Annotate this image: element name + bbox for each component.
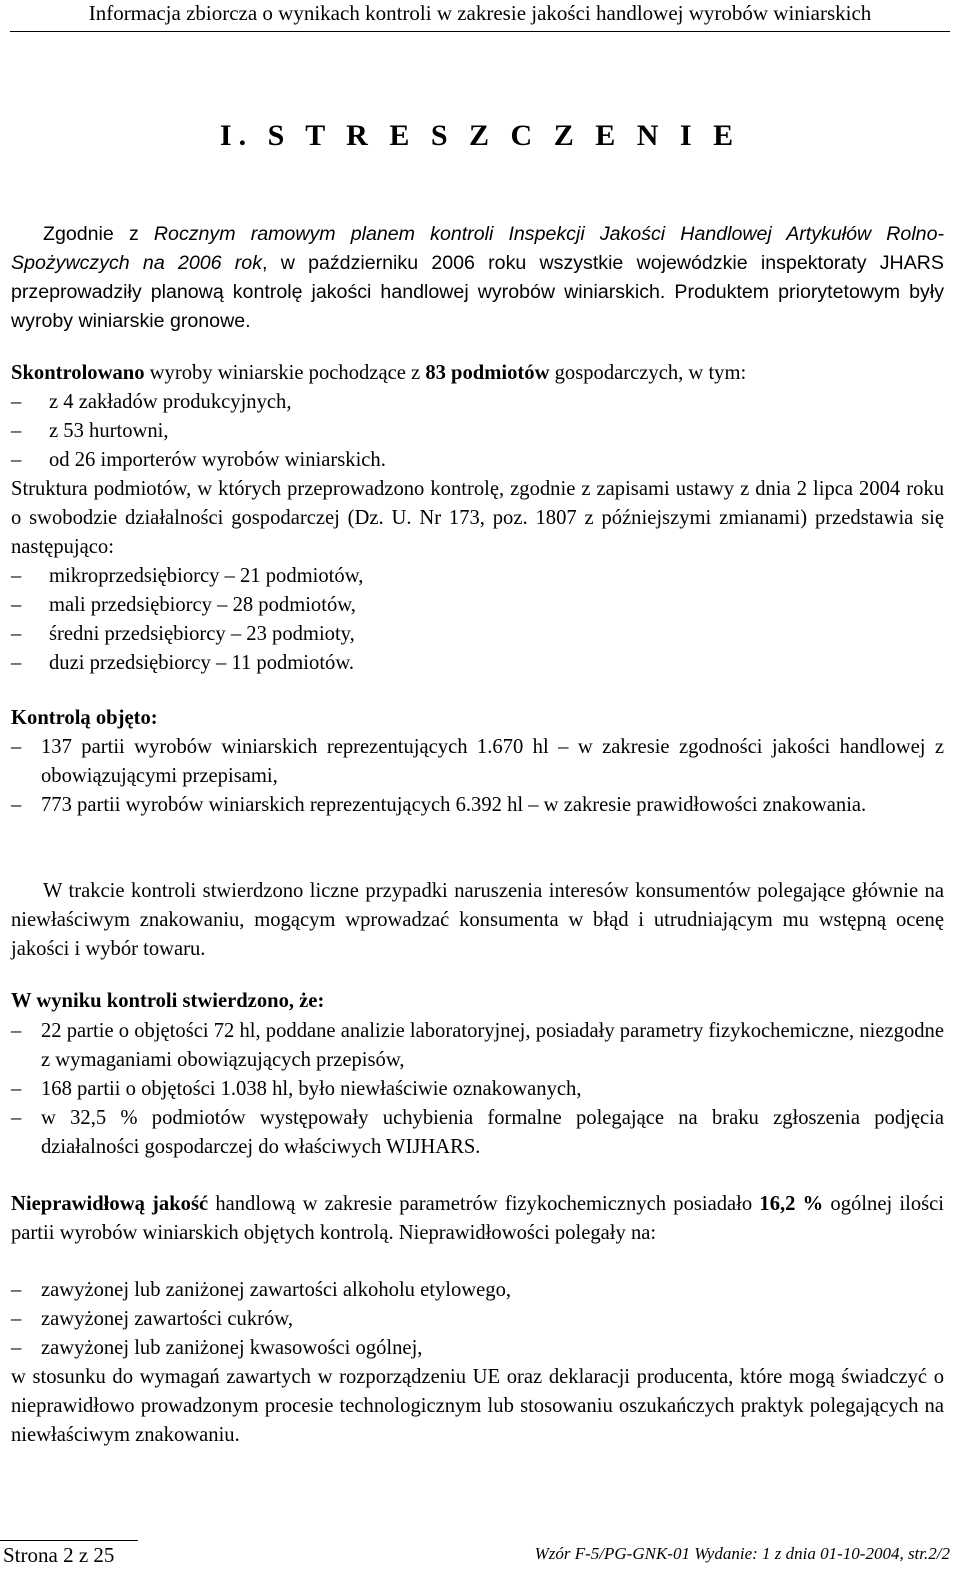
- list-item: – mali przedsiębiorcy – 28 podmiotów,: [11, 591, 944, 620]
- list-item: – średni przedsiębiorcy – 23 podmioty,: [11, 620, 944, 649]
- dash-mark: –: [11, 1078, 22, 1100]
- list-item: – zawyżonej lub zaniżonej kwasowości ogólnej,: [11, 1334, 944, 1363]
- list-item: – z 53 hurtowni,: [11, 417, 944, 446]
- intro-text-end: , w październiku 2006 roku wszystkie wojewódzkie inspektoraty JHARS przeprowadziły planową kontrolę jakości handlowej wyrobów winiarskich. Produktem priorytetowym były wyroby winiarskie gronowe.: [11, 252, 944, 332]
- list-item: – duzi przedsiębiorcy – 11 podmiotów.: [11, 649, 944, 678]
- scope-lead-end: gospodarczych, w tym:: [549, 362, 747, 384]
- dash-mark: –: [11, 794, 22, 816]
- structure-paragraph: Struktura podmiotów, w których przeprowadzono kontrolę, zgodnie z zapisami ustawy z dnia 2 lipca 2004 roku o swobodzie działalności gospodarczej (Dz. U. Nr 173, poz. 1807 z późniejszymi zmianami) przedstawia się następująco:: [11, 478, 944, 558]
- scope-lead-mid: wyroby winiarskie pochodzące z: [144, 362, 426, 384]
- quality-list: [11, 1276, 944, 1363]
- list-item: – 168 partii o objętości 1.038 hl, było niewłaściwie oznakowanych,: [11, 1075, 944, 1104]
- quality-closing-paragraph: w stosunku do wymagań zawartych w rozporządzeniu UE oraz deklaracji producenta, które mogą świadczyć o nieprawidłowo prowadzonym procesie technologicznym lub stosowaniu oszukańczych praktyk polegających na niewłaściwym znakowaniu.: [11, 1366, 944, 1446]
- findings-list: [11, 1017, 944, 1162]
- scope-paragraph: [11, 359, 944, 388]
- list-item: – zawyżonej zawartości cukrów,: [11, 1305, 944, 1334]
- covered-list: [11, 733, 944, 820]
- dash-mark: –: [11, 1337, 22, 1359]
- list-item: – zawyżonej lub zaniżonej zawartości alkoholu etylowego,: [11, 1276, 944, 1305]
- dash-mark: –: [11, 594, 22, 616]
- list-item: – 137 partii wyrobów winiarskich reprezentujących 1.670 hl – w zakresie zgodności jakości handlowej z obowiązującymi przepisami,: [11, 733, 944, 791]
- dash-mark: –: [11, 1308, 22, 1330]
- entity-size-list: [11, 562, 944, 678]
- violations-paragraph: W trakcie kontroli stwierdzono liczne przypadki naruszenia interesów konsumentów polegające głównie na niewłaściwym znakowaniu, mogącym wprowadzać konsumenta w błąd i utrudniającym mu wstępną ocenę jakości i wybór towaru.: [11, 880, 944, 960]
- dash-mark: –: [11, 1020, 22, 1042]
- list-item: – w 32,5 % podmiotów występowały uchybienia formalne polegające na braku zgłoszenia podjęcia działalności gospodarczej do właściwych WIJHARS.: [11, 1104, 944, 1162]
- dash-mark: –: [11, 449, 22, 471]
- dash-mark: –: [11, 391, 22, 413]
- list-item: – mikroprzedsiębiorcy – 21 podmiotów,: [11, 562, 944, 591]
- scope-entity-count: 83 podmiotów: [425, 362, 550, 384]
- list-item: – od 26 importerów wyrobów winiarskich.: [11, 446, 944, 475]
- list-item: – 773 partii wyrobów winiarskich reprezentujących 6.392 hl – w zakresie prawidłowości znakowania.: [11, 791, 944, 820]
- findings-heading: W wyniku kontroli stwierdzono, że:: [11, 990, 325, 1012]
- quality-lead-bold: Nieprawidłową jakość: [11, 1193, 209, 1215]
- scope-lead-bold: Skontrolowano: [11, 362, 145, 384]
- list-item: – 22 partie o objętości 72 hl, poddane analizie laboratoryjnej, posiadały parametry fizykochemiczne, niezgodne z wymaganiami obowiązujących przepisów,: [11, 1017, 944, 1075]
- section-title: I. S T R E S Z C Z E N I E: [219, 119, 741, 152]
- scope-entity-list: [11, 388, 944, 475]
- quality-paragraph: Nieprawidłową jakość handlową w zakresie parametrów fizykochemicznych posiadało 16,2 % ogólnej ilości partii wyrobów winiarskich objętych kontrolą. Nieprawidłowości polegały na:: [11, 1193, 944, 1244]
- intro-paragraph: [11, 220, 944, 336]
- form-reference: Wzór F-5/PG-GNK-01 Wydanie: 1 z dnia 01-10-2004, str.2/2: [534, 1544, 950, 1563]
- intro-plan-title: Rocznym ramowym planem kontroli Inspekcji Jakości Handlowej Artykułów Rolno-Spożywczych na 2006 rok: [11, 223, 944, 274]
- dash-mark: –: [11, 1107, 22, 1129]
- dash-mark: –: [11, 623, 22, 645]
- dash-mark: –: [11, 652, 22, 674]
- list-item: – z 4 zakładów produkcyjnych,: [11, 388, 944, 417]
- dash-mark: –: [11, 420, 22, 442]
- dash-mark: –: [11, 1279, 22, 1301]
- page-number: Strona 2 z 25: [3, 1543, 115, 1567]
- covered-heading: Kontrolą objęto:: [11, 707, 158, 729]
- running-header: Informacja zbiorcza o wynikach kontroli w zakresie jakości handlowej wyrobów winiarskich: [10, 0, 950, 32]
- dash-mark: –: [11, 736, 22, 758]
- quality-percent: 16,2 %: [759, 1193, 824, 1215]
- intro-text-start: Zgodnie z: [43, 223, 154, 245]
- dash-mark: –: [11, 565, 22, 587]
